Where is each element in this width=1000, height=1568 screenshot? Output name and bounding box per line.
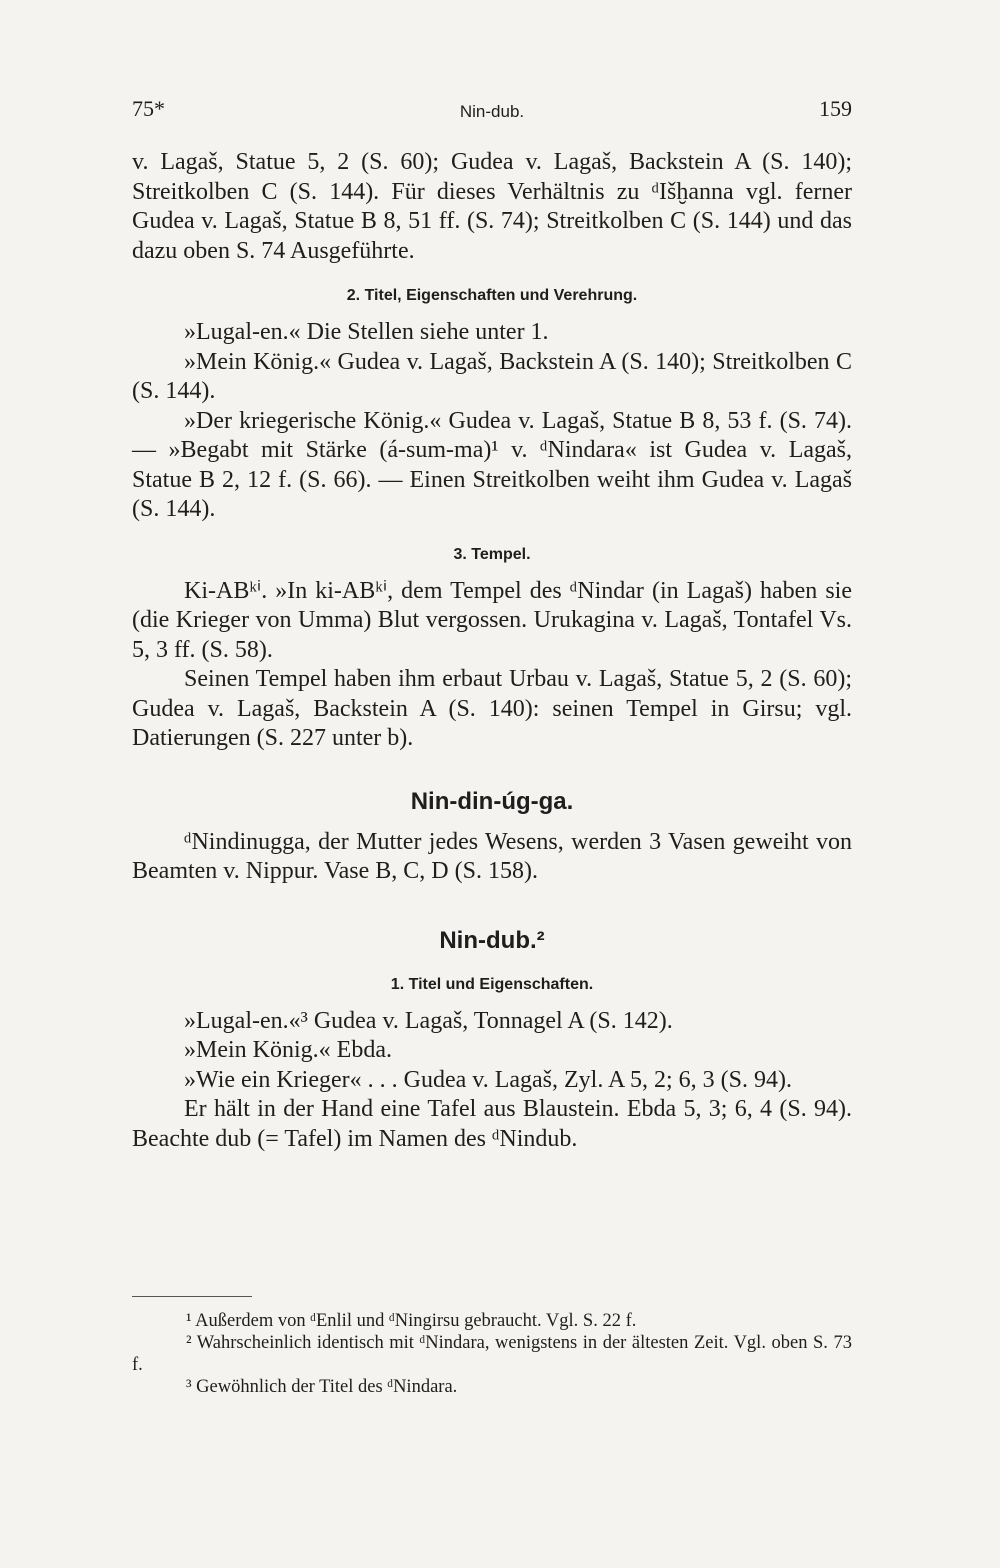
- paragraph-kriegerische-koenig: »Der kriegerische König.« Gudea v. Lagaš, Statue B 8, 53 f. (S. 74). — »Begabt mit Stärke (á-sum-ma)¹ v. ᵈNindara« ist Gudea v. Lagaš, Statue B 2, 12 f. (S. 66). — Einen Streitkolben weiht ihm Gudea v. Lagaš (S. 144).: [132, 407, 852, 522]
- section-heading-titel: 2. Titel, Eigenschaften und Verehrung.: [346, 287, 638, 304]
- running-title: Nin-dub.: [459, 102, 525, 121]
- paragraph-seinen-tempel: Seinen Tempel haben ihm erbaut Urbau v. Lagaš, Statue 5, 2 (S. 60); Gudea v. Lagaš, Backstein A (S. 140): seinen Tempel in Girsu; vgl. Datierungen (S. 227 unter b).: [132, 666, 852, 751]
- footnote-divider: [132, 1296, 252, 1297]
- footnote-3: ³ Gewöhnlich der Titel des ᵈNindara.: [186, 1377, 458, 1397]
- entry-heading-nin-dub: Nin-dub.²: [439, 926, 545, 954]
- page-body: [132, 148, 852, 1154]
- section-heading-tempel: 3. Tempel.: [453, 545, 531, 563]
- paragraph-wie-ein-krieger: »Wie ein Krieger« . . . Gudea v. Lagaš, Zyl. A 5, 2; 6, 3 (S. 94).: [184, 1066, 793, 1093]
- page-header: [132, 96, 852, 136]
- footnote-2: ² Wahrscheinlich identisch mit ᵈNindara, wenigstens in der ältesten Zeit. Vgl. oben S. 73 f.: [132, 1333, 852, 1375]
- paragraph-lugal-en-2: »Lugal-en.«³ Gudea v. Lagaš, Tonnagel A (S. 142).: [184, 1007, 673, 1034]
- paragraph-mein-koenig: »Mein König.« Gudea v. Lagaš, Backstein A (S. 140); Streitkolben C (S. 144).: [132, 348, 852, 404]
- page-number: 159: [819, 96, 852, 121]
- paragraph-mein-koenig-2: »Mein König.« Ebda.: [184, 1037, 392, 1063]
- section-heading-titel-eigenschaften: 1. Titel und Eigenschaften.: [390, 975, 594, 993]
- footnote-1: ¹ Außerdem von ᵈEnlil und ᵈNingirsu gebraucht. Vgl. S. 22 f.: [186, 1311, 637, 1331]
- paragraph-continuation: v. Lagaš, Statue 5, 2 (S. 60); Gudea v. Lagaš, Backstein A (S. 140); Streitkolben C (S. 144). Für dieses Verhältnis zu ᵈIšḫanna vgl. ferner Gudea v. Lagaš, Statue B 8, 51 ff. (S. 74); Streitkolben C (S. 144) und das dazu oben S. 74 Ausgeführte.: [132, 149, 852, 264]
- paragraph-nindinugga: ᵈNindinugga, der Mutter jedes Wesens, werden 3 Vasen geweiht von Beamten v. Nippur. Vase B, C, D (S. 158).: [132, 828, 852, 884]
- footnotes: [132, 1310, 852, 1398]
- paragraph-lugal-en: »Lugal-en.« Die Stellen siehe unter 1.: [184, 319, 549, 345]
- entry-heading-nin-din-ug-ga: Nin-din-úg-ga.: [410, 787, 574, 815]
- paragraph-ki-ab: Ki-ABᵏⁱ. »In ki-ABᵏⁱ, dem Tempel des ᵈNindar (in Lagaš) haben sie (die Krieger von Umma) Blut vergossen. Urukagina v. Lagaš, Tontafel Vs. 5, 3 ff. (S. 58).: [132, 577, 852, 663]
- page-label: 75*: [132, 96, 165, 121]
- paragraph-tafel-blaustein: Er hält in der Hand eine Tafel aus Blaustein. Ebda 5, 3; 6, 4 (S. 94). Beachte dub (= Tafel) im Namen des ᵈNindub.: [132, 1096, 852, 1152]
